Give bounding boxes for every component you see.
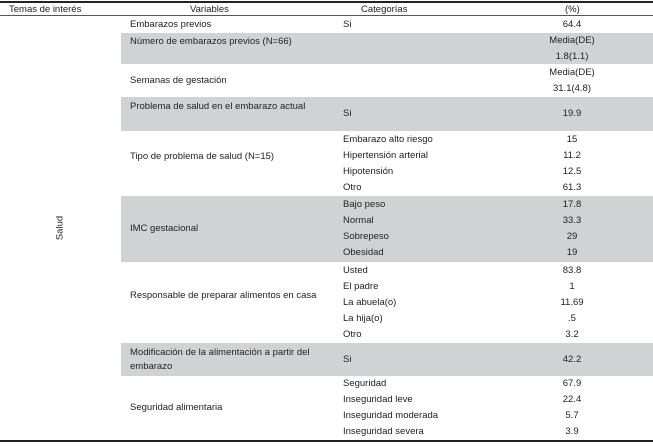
category-label: Si bbox=[343, 18, 352, 30]
percent-value: 61.3 bbox=[562, 181, 582, 193]
percent-value: 3.9 bbox=[565, 426, 579, 437]
category-row bbox=[121, 148, 653, 164]
variable-label: Semanas de gestación bbox=[130, 74, 227, 86]
category-row bbox=[121, 81, 653, 97]
percent-value: Media(DE) bbox=[549, 66, 595, 78]
percent-value: 17.8 bbox=[562, 199, 582, 210]
percent-value: 19 bbox=[566, 247, 578, 258]
category-row bbox=[121, 17, 653, 33]
percent-value: 11.69 bbox=[560, 296, 584, 308]
percent-value: 11.2 bbox=[563, 149, 581, 161]
category-row bbox=[121, 33, 653, 49]
category-row bbox=[121, 327, 653, 343]
percent-value: Media(DE) bbox=[549, 34, 595, 46]
header-pct: (%) bbox=[565, 4, 580, 15]
category-label: Otro bbox=[343, 181, 362, 193]
category-row bbox=[121, 245, 653, 261]
category-label: Inseguridad leve bbox=[343, 394, 413, 405]
percent-value: 29 bbox=[566, 231, 578, 242]
category-label: Usted bbox=[343, 264, 368, 276]
variable-label: Seguridad alimentaria bbox=[130, 402, 223, 413]
variable-label: Número de embarazos previos (N=66) bbox=[130, 35, 292, 47]
percent-value: 31.1(4.8) bbox=[552, 82, 592, 94]
percent-value: 83.8 bbox=[562, 264, 582, 276]
percent-value: 3.2 bbox=[565, 328, 579, 340]
bottom-rule bbox=[0, 440, 653, 442]
category-row bbox=[121, 392, 653, 408]
table-row bbox=[121, 64, 653, 97]
percent-value: 5.7 bbox=[565, 410, 579, 421]
category-label: Hipertensión arterial bbox=[343, 149, 429, 161]
category-row bbox=[121, 229, 653, 245]
category-label: Embarazo alto riesgo bbox=[343, 133, 433, 145]
table-row bbox=[121, 196, 653, 262]
table-row bbox=[121, 376, 653, 440]
percent-value: 22.4 bbox=[562, 394, 582, 405]
header-temas: Temas de interés bbox=[9, 4, 82, 15]
category-label: Inseguridad severa bbox=[343, 426, 424, 437]
category-row bbox=[121, 213, 653, 229]
category-row bbox=[121, 352, 653, 368]
category-row bbox=[121, 132, 653, 148]
header-categorias: Categorías bbox=[361, 4, 408, 15]
category-label: Si bbox=[343, 353, 352, 365]
category-row bbox=[121, 408, 653, 424]
table-row bbox=[121, 16, 653, 33]
category-label: Sobrepeso bbox=[343, 231, 389, 242]
category-label: Seguridad bbox=[343, 378, 387, 389]
category-label: Bajo peso bbox=[343, 199, 386, 210]
category-row bbox=[121, 263, 653, 279]
percent-value: .5 bbox=[568, 312, 576, 324]
percent-value: 1 bbox=[569, 280, 575, 292]
category-row bbox=[121, 311, 653, 327]
header-variables: Variables bbox=[190, 4, 229, 15]
category-row bbox=[121, 180, 653, 196]
percent-value: 42.2 bbox=[562, 353, 582, 365]
category-row bbox=[121, 197, 653, 213]
percent-value: 67.9 bbox=[562, 378, 582, 389]
category-label: La hija(o) bbox=[343, 312, 383, 324]
variable-label: Responsable de preparar alimentos en casa bbox=[130, 289, 317, 301]
category-row bbox=[121, 424, 653, 440]
category-label: Hipotensión bbox=[343, 165, 394, 177]
variable-label: Tipo de problema de salud (N=15) bbox=[130, 150, 275, 162]
tema-label: Salud bbox=[54, 215, 66, 241]
category-label: Si bbox=[343, 108, 352, 119]
category-row bbox=[121, 376, 653, 392]
percent-value: 19.9 bbox=[562, 108, 582, 119]
variable-label: Embarazos previos bbox=[130, 18, 212, 30]
percent-value: 1.8(1.1) bbox=[555, 50, 589, 62]
table-row bbox=[121, 262, 653, 343]
category-row bbox=[121, 106, 653, 122]
category-label: Normal bbox=[343, 215, 374, 226]
tema-cell bbox=[0, 16, 121, 440]
category-row bbox=[121, 65, 653, 81]
category-label: Obesidad bbox=[343, 247, 384, 258]
category-label: Inseguridad moderada bbox=[343, 410, 439, 421]
table-row bbox=[121, 343, 653, 376]
variable-label: IMC gestacional bbox=[130, 223, 199, 234]
category-label: El padre bbox=[343, 280, 379, 292]
variable-label: Modificación de la alimentación a partir del embarazo bbox=[130, 346, 310, 372]
percent-value: 15 bbox=[566, 133, 578, 145]
table-row bbox=[121, 131, 653, 196]
percent-value: 64.4 bbox=[562, 18, 582, 30]
percent-value: 33.3 bbox=[562, 215, 582, 226]
category-row bbox=[121, 49, 653, 65]
category-row bbox=[121, 164, 653, 180]
top-rule bbox=[0, 1, 653, 3]
variable-label: Problema de salud en el embarazo actual bbox=[130, 101, 306, 112]
table-row bbox=[121, 97, 653, 131]
category-row bbox=[121, 295, 653, 311]
table-row bbox=[121, 33, 653, 64]
category-row bbox=[121, 279, 653, 295]
category-label: Otro bbox=[343, 328, 362, 340]
category-label: La abuela(o) bbox=[343, 296, 397, 308]
percent-value: 12.5 bbox=[562, 165, 582, 177]
